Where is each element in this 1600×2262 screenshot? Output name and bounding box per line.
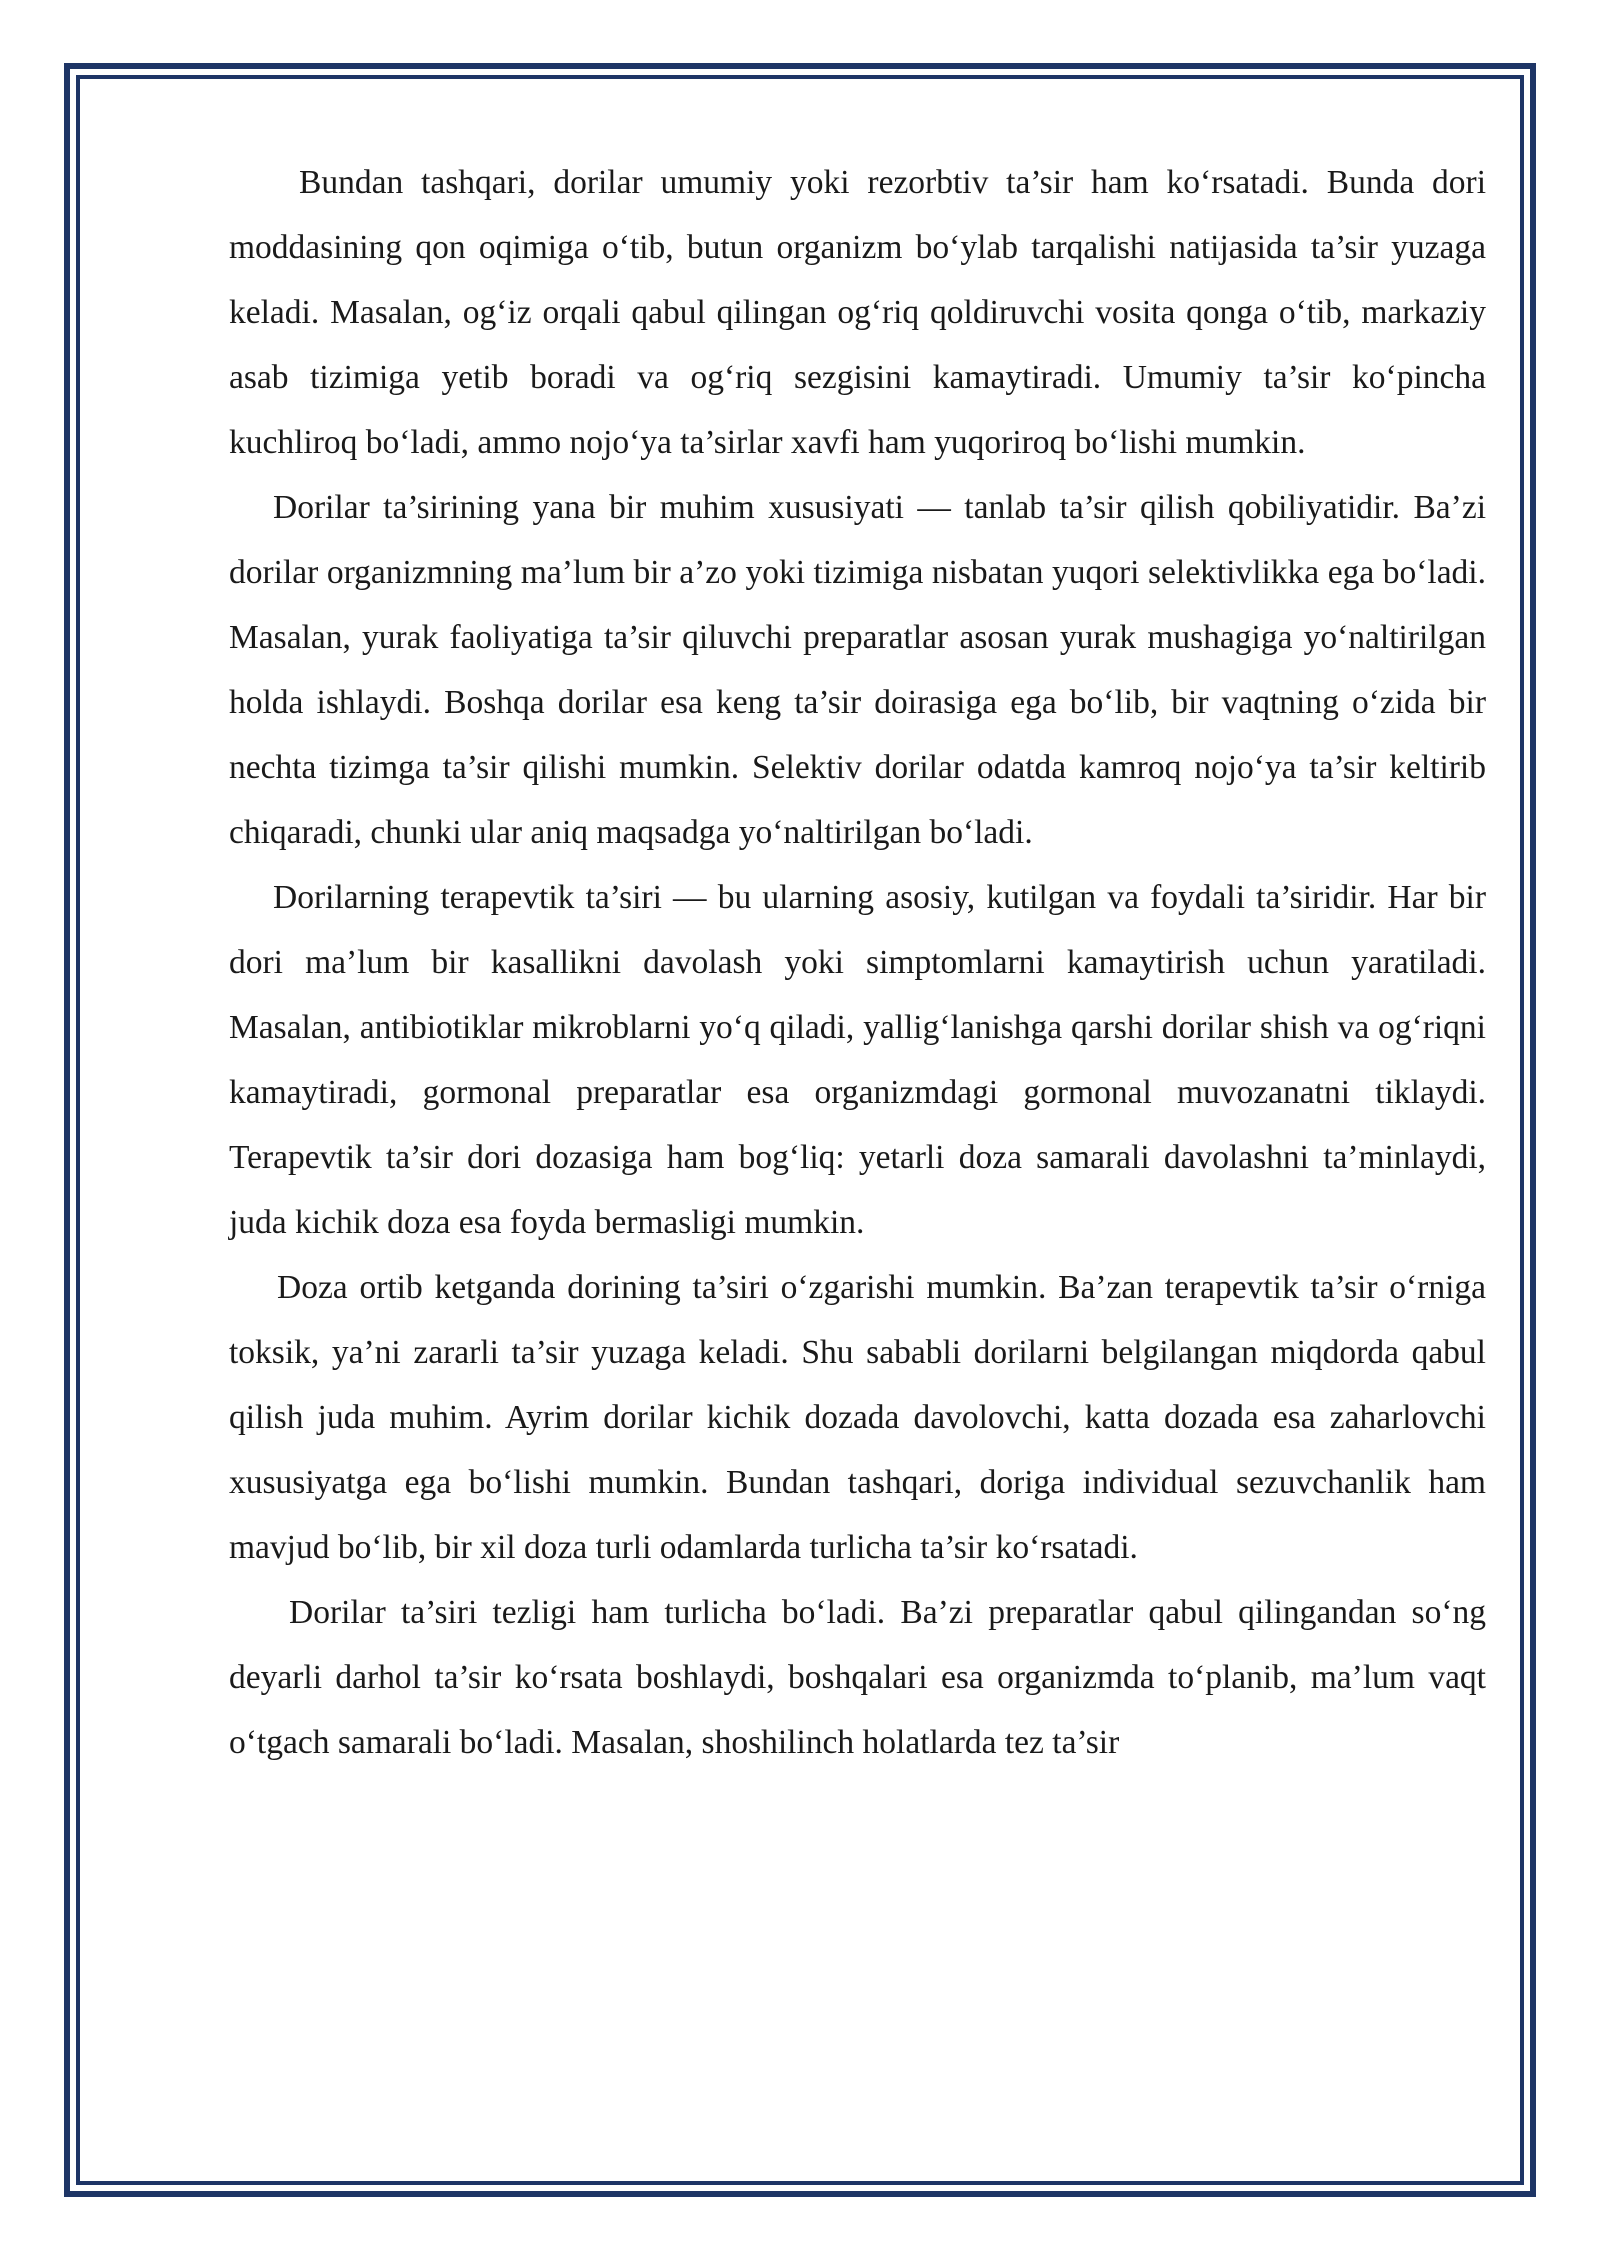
paragraph-general-effect: Bundan tashqari, dorilar umumiy yoki rezorbtiv ta’sir ham ko‘rsatadi. Bunda dori moddasining qon oqimiga o‘tib, butun organizm bo‘ylab tarqalishi natijasida ta’sir yuzaga keladi. Masalan, og‘iz orqali qabul qilingan og‘riq qoldiruvchi vosita qonga o‘tib, markaziy asab tizimiga yetib boradi va og‘riq sezgisini kamaytiradi. Umumiy ta’sir ko‘pincha kuchliroq bo‘ladi, ammo nojo‘ya ta’sirlar xavfi ham yuqoriroq bo‘lishi mumkin. <box>229 164 1486 461</box>
paragraph-dose-effect: Doza ortib ketganda dorining ta’siri o‘zgarishi mumkin. Ba’zan terapevtik ta’sir o‘rniga toksik, ya’ni zararli ta’sir yuzaga keladi. Shu sababli dorilarni belgilangan miqdorda qabul qilish juda muhim. Ayrim dorilar kichik dozada davolovchi, katta dozada esa zaharlovchi xususiyatga ega bo‘lishi mumkin. Bundan tashqari, doriga individual sezuvchanlik ham mavjud bo‘lib, bir xil doza turli odamlarda turlicha ta’sir ko‘rsatadi. <box>229 1269 1486 1566</box>
document-body <box>229 150 1486 1775</box>
paragraph-therapeutic-effect: Dorilarning terapevtik ta’siri — bu ularning asosiy, kutilgan va foydali ta’siridir. Har bir dori ma’lum bir kasallikni davolash yoki simptomlarni kamaytirish uchun yaratiladi. Masalan, antibiotiklar mikroblarni yo‘q qiladi, yallig‘lanishga qarshi dorilar shish va og‘riqni kamaytiradi, gormonal preparatlar esa organizmdagi gormonal muvozanatni tiklaydi. Terapevtik ta’sir dori dozasiga ham bog‘liq: yetarli doza samarali davolashni ta’minlaydi, juda kichik doza esa foyda bermasligi mumkin. <box>229 879 1486 1241</box>
paragraph-effect-speed: Dorilar ta’siri tezligi ham turlicha bo‘ladi. Ba’zi preparatlar qabul qilingandan so‘ng deyarli darhol ta’sir ko‘rsata boshlaydi, boshqalari esa organizmda to‘planib, ma’lum vaqt o‘tgach samarali bo‘ladi. Masalan, shoshilinch holatlarda tez ta’sir <box>229 1594 1486 1761</box>
paragraph-selective-effect: Dorilar ta’sirining yana bir muhim xususiyati — tanlab ta’sir qilish qobiliyatidir. Ba’zi dorilar organizmning ma’lum bir a’zo yoki tizimiga nisbatan yuqori selektivlikka ega bo‘ladi. Masalan, yurak faoliyatiga ta’sir qiluvchi preparatlar asosan yurak mushagiga yo‘naltirilgan holda ishlaydi. Boshqa dorilar esa keng ta’sir doirasiga ega bo‘lib, bir vaqtning o‘zida bir nechta tizimga ta’sir qilishi mumkin. Selektiv dorilar odatda kamroq nojo‘ya ta’sir keltirib chiqaradi, chunki ular aniq maqsadga yo‘naltirilgan bo‘ladi. <box>229 489 1486 851</box>
